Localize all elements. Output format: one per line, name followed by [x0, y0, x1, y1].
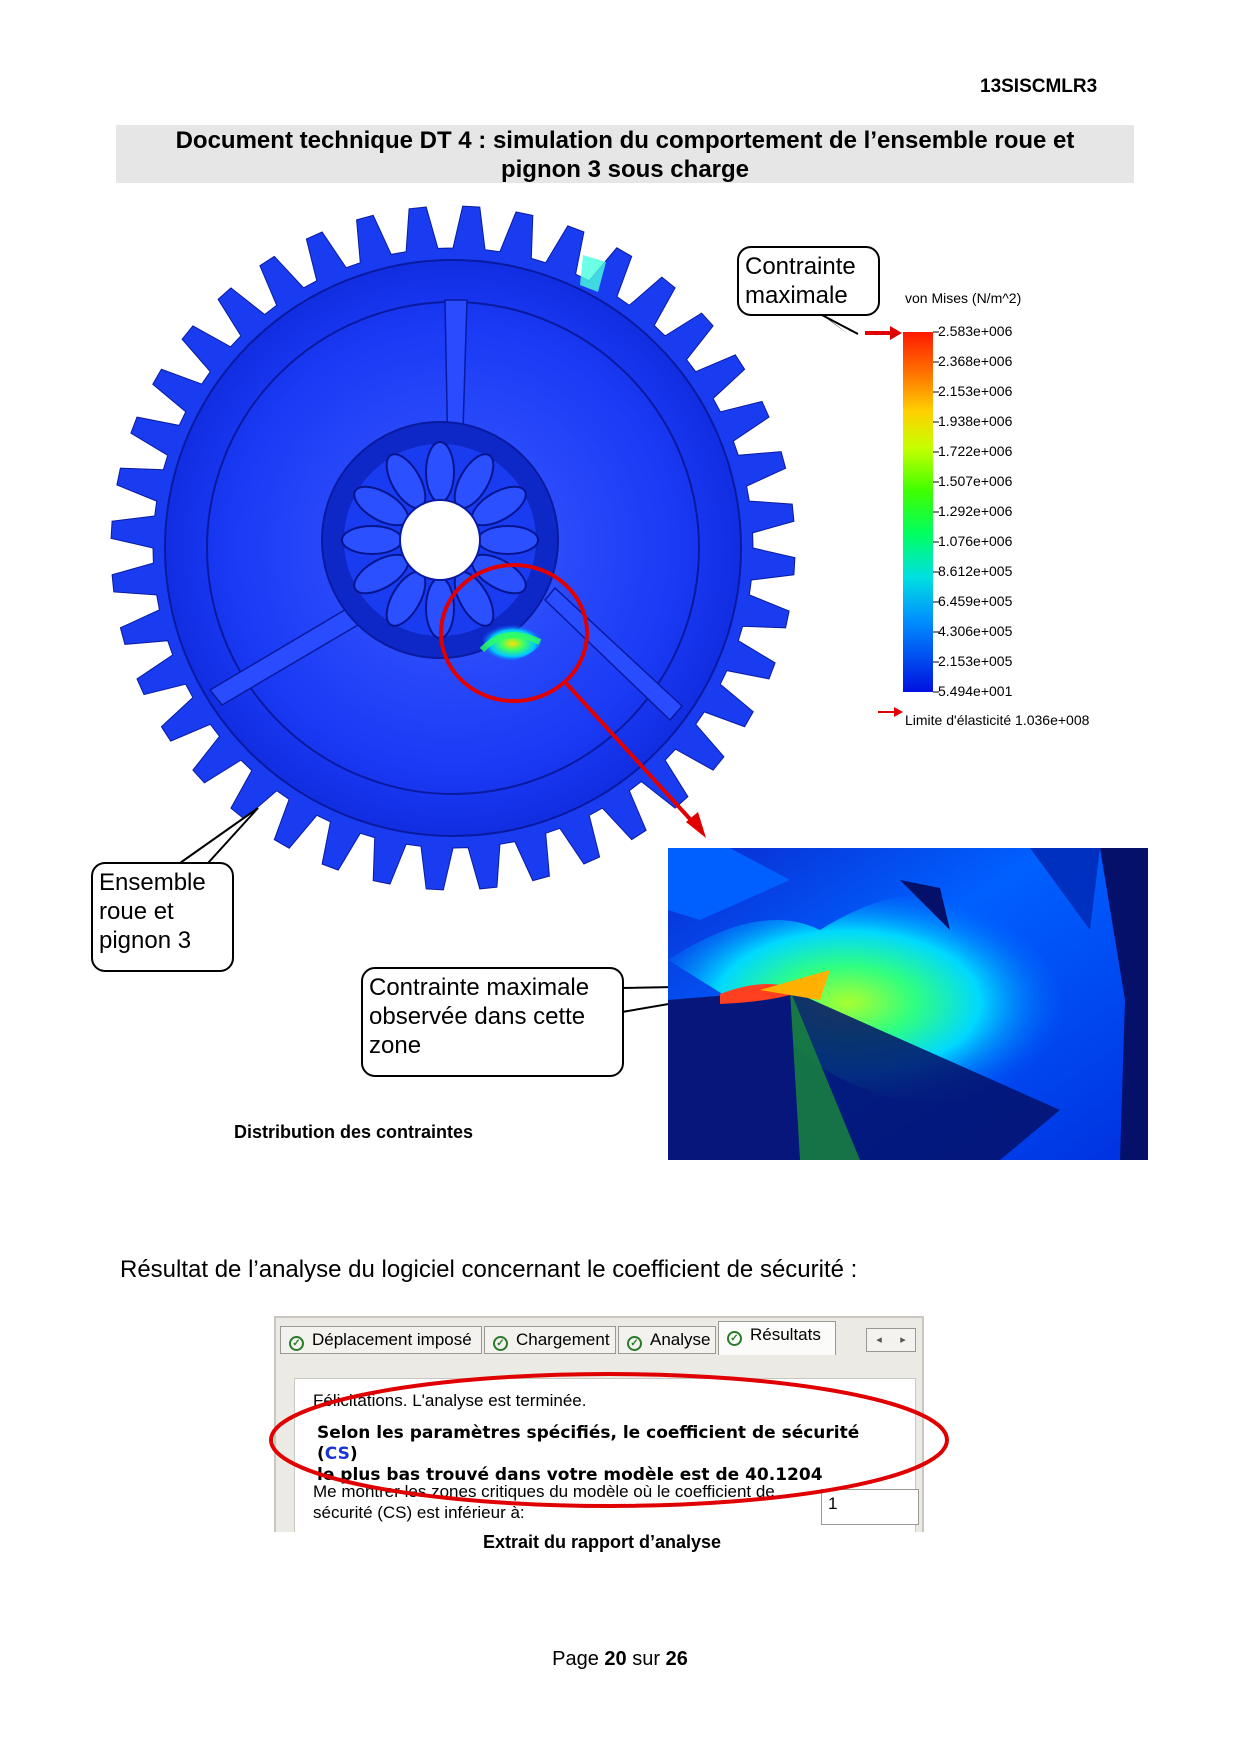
safety-factor-result: Selon les paramètres spécifiés, le coefficient de sécurité (CS) le plus bas trouvé dans votre modèle est de 40.1204 [317, 1423, 860, 1485]
callout-max-zone: Contrainte maximale observée dans cette zone [361, 967, 624, 1077]
callout-max-stress: Contrainte maximale [737, 246, 880, 316]
title-line-2: pignon 3 sous charge [500, 156, 750, 183]
legend-title: von Mises (N/m^2) [905, 290, 1022, 306]
critical-zones-label: Me montrer les zones critiques du modèle où le coefficient de sécurité (CS) est inférieur à: [313, 1482, 775, 1522]
document-code: 13SISCMLR3 [980, 76, 1098, 97]
callout-assembly: Ensemble roue et pignon 3 [91, 862, 234, 972]
pinion-tooth [342, 526, 402, 554]
legend-value: 5.494e+001 [938, 683, 1013, 699]
legend-value: 8.612e+005 [938, 563, 1013, 579]
check-icon: ✓ [727, 1331, 742, 1346]
gear-wheel [111, 206, 795, 890]
figure-caption: Distribution des contraintes [234, 1122, 474, 1142]
legend-value: 4.306e+005 [938, 623, 1013, 639]
congrats-text: Félicitations. L'analyse est terminée. [313, 1391, 587, 1410]
legend-color-bar [903, 332, 933, 692]
legend-value: 1.722e+006 [938, 443, 1013, 459]
title-line-1: Document technique DT 4 : simulation du comportement de l’ensemble roue et [175, 127, 1075, 154]
legend-value: 2.583e+006 [938, 323, 1013, 339]
scroll-right-icon[interactable]: ▸ [900, 1334, 906, 1346]
pinion-tooth [478, 526, 538, 554]
check-icon: ✓ [493, 1336, 508, 1351]
pinion-tooth [426, 442, 454, 502]
legend-value: 1.076e+006 [938, 533, 1013, 549]
page-footer: Page 20 sur 26 [552, 1648, 688, 1670]
threshold-input[interactable]: 1 [821, 1489, 919, 1525]
legend-value: 1.938e+006 [938, 413, 1013, 429]
tab-deplacement[interactable]: ✓ Déplacement imposé [280, 1326, 482, 1354]
check-icon: ✓ [289, 1336, 304, 1351]
report-caption: Extrait du rapport d’analyse [483, 1532, 722, 1552]
yield-limit-label: Limite d'élasticité 1.036e+008 [905, 712, 1090, 728]
legend-value: 1.292e+006 [938, 503, 1013, 519]
legend-value: 2.368e+006 [938, 353, 1013, 369]
tab-chargement[interactable]: ✓ Chargement [484, 1326, 616, 1354]
result-highlight [0, 1330, 1240, 1530]
legend-value: 1.507e+006 [938, 473, 1013, 489]
zoom-detail [668, 848, 1148, 1160]
check-icon: ✓ [627, 1336, 642, 1351]
legend-value: 2.153e+005 [938, 653, 1013, 669]
tab-resultats[interactable]: ✓ Résultats [718, 1321, 836, 1355]
result-intro: Résultat de l’analyse du logiciel concernant le coefficient de sécurité : [120, 1256, 858, 1283]
cs-link[interactable]: CS [324, 1444, 350, 1464]
tab-analyse[interactable]: ✓ Analyse [618, 1326, 716, 1354]
legend-value: 2.153e+006 [938, 383, 1013, 399]
scroll-left-icon[interactable]: ◂ [876, 1334, 882, 1346]
legend-value: 6.459e+005 [938, 593, 1013, 609]
